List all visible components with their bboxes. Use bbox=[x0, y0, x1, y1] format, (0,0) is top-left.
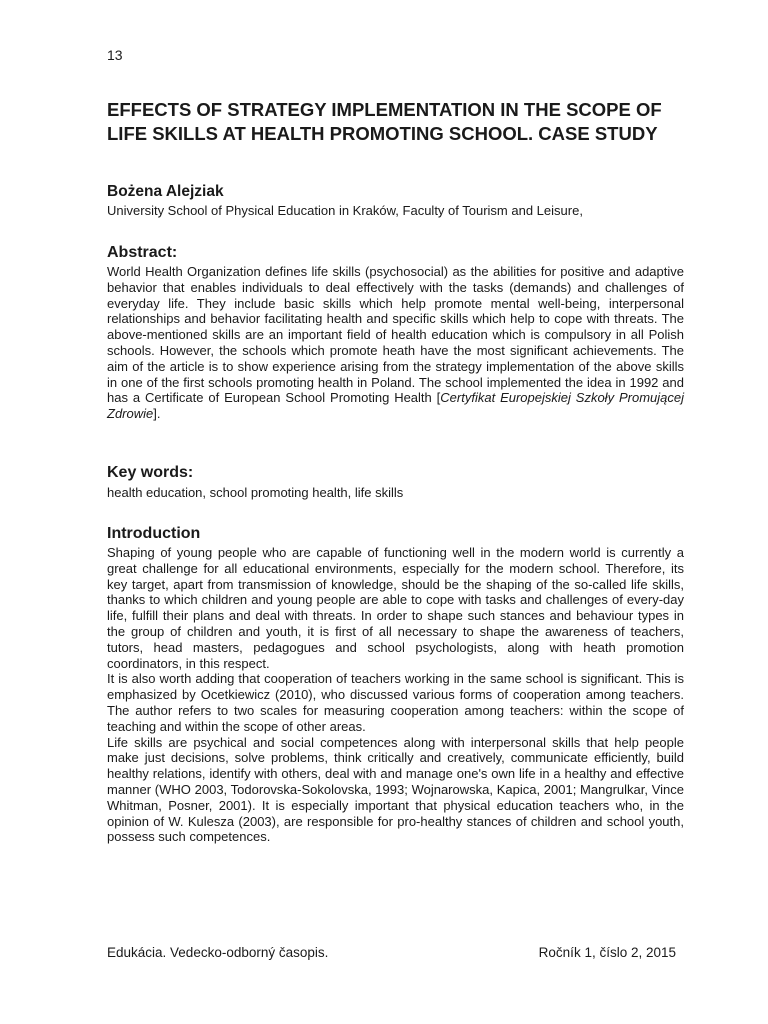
introduction-text bbox=[107, 545, 684, 845]
page-number: 13 bbox=[107, 47, 123, 63]
paper-title: EFFECTS OF STRATEGY IMPLEMENTATION IN THE SCOPE OF LIFE SKILLS AT HEALTH PROMOTING SCHOOL. CASE STUDY bbox=[107, 99, 662, 144]
introduction-paragraph-3: Life skills are psychical and social competences along with interpersonal skills that help people make just decisions, solve problems, think critically and creatively, communicate efficiently, build healthy relations, identify with others, deal with and manage one's own life in a healthy and effective manner (WHO 2003, Todorovska-Sokolovska, 1993; Wojnarowska, Kapica, 2001; Mangrulkar, Vince Whitman, Posner, 2001). It is especially important that physical education teachers who, in the opinion of W. Kulesza (2003), are responsible for pro-healthy stances of children and school youth, possess such competences. bbox=[107, 734, 684, 845]
footer-issue: Ročník 1, číslo 2, 2015 bbox=[538, 945, 676, 960]
abstract-certificate-name: Certyfikat Europejskiej Szkoły Promującej Zdrowie bbox=[107, 390, 684, 422]
author-affiliation: University School of Physical Education in Kraków, Faculty of Tourism and Leisure, bbox=[107, 203, 583, 218]
abstract-body: World Health Organization defines life skills (psychosocial) as the abilities for positive and adaptive behavior that enables individuals to deal effectively with the tasks (demands) and challenges of everyday life. They include basic skills which help promote mental well-being, interpersonal relationships and behavior facilitating health and specific skills which help to cope with threats. The above-mentioned skills are an important field of health education which is compulsory in all Polish schools. However, the schools which promote heath have the most significant achievements. The aim of the article is to show experience arising from the strategy implementation of the above skills in one of the first schools promoting health in Poland. The school implemented the idea in 1992 and has a Certificate of European School Promoting Health [ bbox=[107, 264, 684, 406]
introduction-paragraph-2: It is also worth adding that cooperation of teachers working in the same school is significant. This is emphasized by Ocetkiewicz (2010), who discussed various forms of cooperation among teachers. The author refers to two scales for measuring cooperation among teachers: within the scope of teaching and within the scope of other areas. bbox=[107, 671, 684, 734]
footer-journal: Edukácia. Vedecko-odborný časopis. bbox=[107, 945, 329, 960]
introduction-paragraph-1: Shaping of young people who are capable of functioning well in the modern world is currently a great challenge for all educational environments, especially for the modern school. Therefore, its key target, apart from transmission of knowledge, should be the shaping of the so-called life skills, thanks to which children and young people are able to cope with tasks and challenges of every-day life, fulfill their plans and deal with threats. In order to shape such stances and behaviour types in the group of children and youth, it is first of all necessary to shape the awareness of teachers, tutors, head masters, pedagogues and school psychologists, along with heath promotion coordinators, in this respect. bbox=[107, 545, 684, 671]
keywords-text bbox=[107, 485, 684, 501]
author-name: Bożena Alejziak bbox=[107, 183, 224, 200]
keywords-heading: Key words: bbox=[107, 464, 194, 481]
abstract-heading: Abstract: bbox=[107, 244, 178, 261]
abstract-text bbox=[107, 264, 684, 422]
abstract-closing: ]. bbox=[153, 406, 161, 422]
keywords-list: health education, school promoting health, life skills bbox=[107, 485, 404, 500]
introduction-heading: Introduction bbox=[107, 525, 201, 542]
